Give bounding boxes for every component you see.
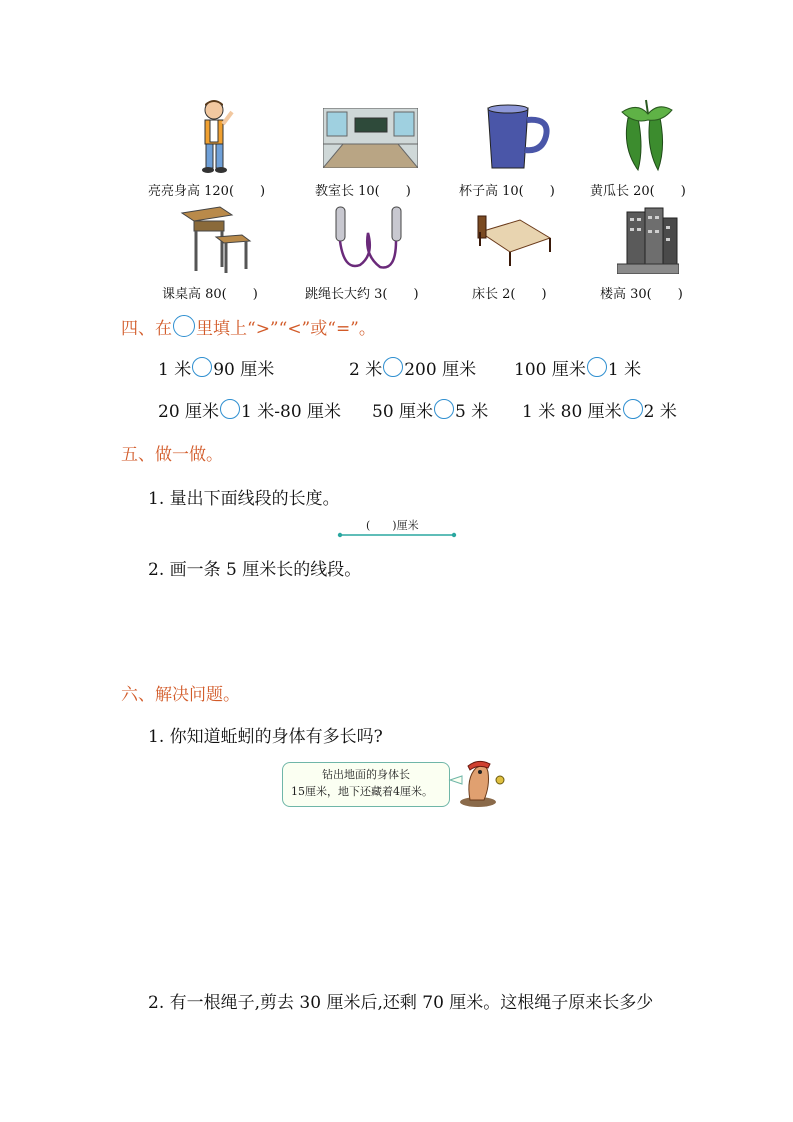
compare-left: 2 米 — [349, 360, 383, 380]
circle-blank-icon — [173, 315, 195, 337]
compare-right: 5 米 — [455, 402, 489, 422]
bubble-line-1: 钻出地面的身体长 — [322, 768, 410, 781]
compare-answer-circle[interactable] — [587, 357, 607, 377]
compare-left: 100 厘米 — [514, 360, 586, 380]
compare-item-4 — [158, 397, 341, 422]
caption-desk-height: 课桌高 80( ) — [162, 287, 258, 302]
desk-icon — [180, 205, 252, 275]
compare-answer-circle[interactable] — [623, 399, 643, 419]
section4-heading-post: 里填上“>”“<”或“=”。 — [196, 319, 376, 339]
building-icon — [617, 206, 679, 274]
section6-question-1: 1. 你知道蚯蚓的身体有多长吗? — [148, 727, 383, 747]
compare-right: 90 厘米 — [213, 360, 275, 380]
section6-question-2: 2. 有一根绳子,剪去 30 厘米后,还剩 70 厘米。这根绳子原来长多少 — [148, 993, 654, 1013]
cup-icon — [480, 104, 552, 172]
compare-item-1 — [158, 355, 274, 380]
compare-item-6 — [522, 397, 677, 422]
compare-left: 1 米 — [158, 360, 192, 380]
section6-heading: 六、解决问题。 — [121, 685, 240, 705]
segment-label: ( )厘米 — [366, 519, 419, 532]
compare-answer-circle[interactable] — [192, 357, 212, 377]
earthworm-icon — [448, 758, 508, 808]
classroom-icon — [323, 108, 418, 168]
caption-building-height: 楼高 30( ) — [600, 287, 683, 302]
compare-right: 1 米 — [607, 360, 642, 380]
caption-boy-height: 亮亮身高 120( ) — [148, 184, 266, 199]
section4-heading-pre: 四、在 — [121, 319, 172, 339]
compare-answer-circle[interactable] — [434, 399, 454, 419]
line-segment — [336, 530, 458, 540]
compare-right: 2 米 — [643, 402, 677, 422]
boy-icon — [190, 98, 240, 176]
compare-left: 1 米 80 厘米 — [522, 402, 622, 422]
compare-item-2 — [349, 355, 476, 380]
section5-question-1: 1. 量出下面线段的长度。 — [148, 489, 340, 509]
caption-bed-length: 床长 2( ) — [472, 287, 547, 302]
caption-cup-height: 杯子高 10( ) — [459, 184, 555, 199]
section4-heading — [121, 314, 376, 339]
compare-left: 50 厘米 — [372, 402, 434, 422]
compare-left: 20 厘米 — [158, 402, 220, 422]
bubble-line-2: 15厘米，地下还藏着4厘米。 — [291, 785, 433, 798]
bed-icon — [474, 210, 554, 270]
caption-classroom-length: 教室长 10( ) — [315, 184, 411, 199]
compare-right: 1 米-80 厘米 — [241, 402, 342, 422]
compare-answer-circle[interactable] — [220, 399, 240, 419]
compare-right: 200 厘米 — [404, 360, 477, 380]
cucumber-icon — [618, 98, 676, 173]
caption-rope-length: 跳绳长大约 3( ) — [305, 287, 419, 302]
compare-item-5 — [372, 397, 488, 422]
compare-answer-circle[interactable] — [383, 357, 403, 377]
section5-heading: 五、做一做。 — [121, 445, 223, 465]
compare-item-3 — [514, 355, 641, 380]
jump-rope-icon — [330, 205, 410, 277]
section5-question-2: 2. 画一条 5 厘米长的线段。 — [148, 560, 362, 580]
speech-bubble — [282, 762, 450, 807]
caption-cucumber-length: 黄瓜长 20( ) — [590, 184, 686, 199]
